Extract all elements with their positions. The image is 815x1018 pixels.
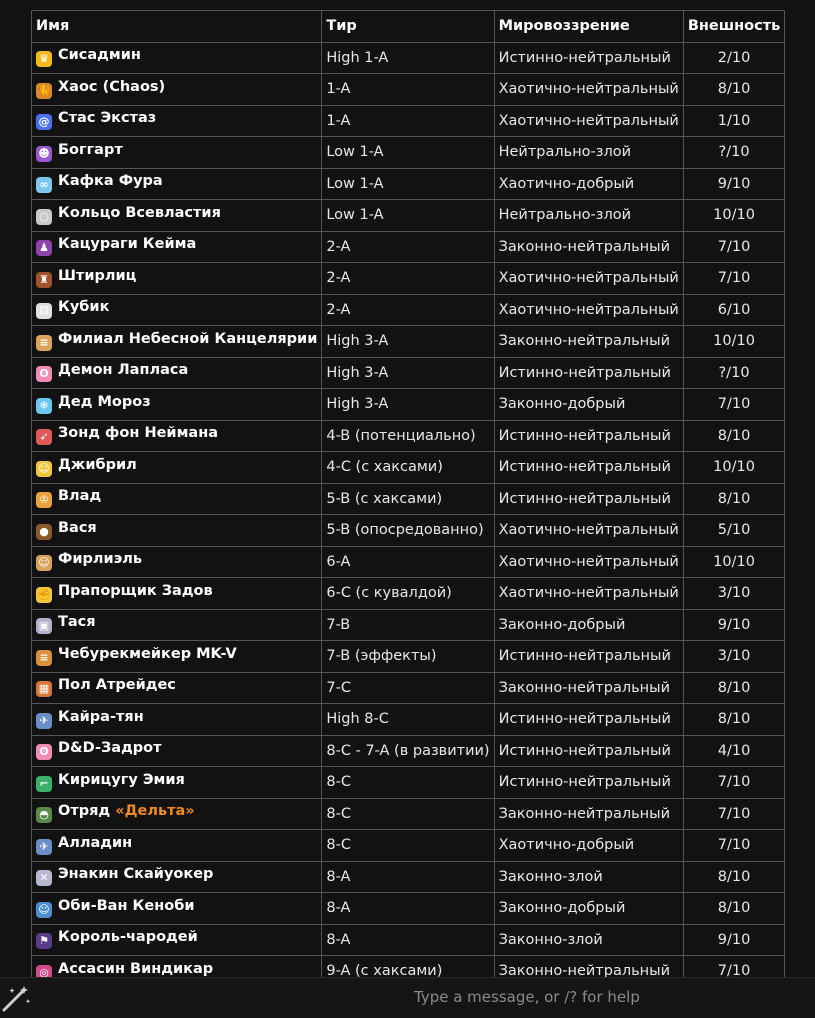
cell-name (32, 200, 322, 232)
office-worker-icon: ☺ (36, 555, 52, 571)
demon-icon: ☻ (36, 146, 52, 162)
cell-tier: 8-A (322, 861, 494, 893)
cell-look: 5/10 (683, 515, 784, 547)
ring-icon: ○ (36, 209, 52, 225)
cell-tier: 7-B (эффекты) (322, 641, 494, 673)
cell-look: 1/10 (683, 105, 784, 137)
cell-look: 7/10 (683, 830, 784, 862)
table-row (32, 641, 785, 673)
cell-tier: Low 1-A (322, 168, 494, 200)
character-name-highlight: «Дельта» (115, 803, 195, 820)
cell-name (32, 326, 322, 358)
table-row (32, 326, 785, 358)
cell-look: 4/10 (683, 735, 784, 767)
cell-alignment: Хаотично-нейтральный (494, 515, 683, 547)
characters-table (31, 10, 785, 977)
cell-name (32, 452, 322, 484)
cell-tier: High 3-A (322, 326, 494, 358)
cell-name (32, 105, 322, 137)
cell-alignment: Хаотично-нейтральный (494, 74, 683, 106)
cell-tier: 8-C - 7-A (в развитии) (322, 735, 494, 767)
cell-tier: High 3-A (322, 357, 494, 389)
pistol-icon: ⌐ (36, 776, 52, 792)
cell-name (32, 294, 322, 326)
dice-icon: ⚄ (36, 303, 52, 319)
cell-tier: 8-A (322, 893, 494, 925)
table-row (32, 74, 785, 106)
cell-alignment: Нейтрально-злой (494, 137, 683, 169)
cell-alignment: Законно-злой (494, 861, 683, 893)
table-row (32, 672, 785, 704)
character-name: Кафка Фура (58, 173, 163, 190)
table-row (32, 42, 785, 74)
character-name: Штирлиц (58, 267, 137, 284)
brain-icon: ʘ (36, 744, 52, 760)
cell-name (32, 956, 322, 978)
character-name: Кирицугу Эмия (58, 771, 185, 788)
character-name: Влад (58, 488, 102, 505)
table-row (32, 735, 785, 767)
cell-alignment: Законно-добрый (494, 389, 683, 421)
cell-tier: 9-A (с хаксами) (322, 956, 494, 978)
cell-name (32, 735, 322, 767)
cell-name (32, 641, 322, 673)
cell-alignment: Хаотично-нейтральный (494, 105, 683, 137)
character-name: Зонд фон Неймана (58, 425, 219, 442)
cell-tier: Low 1-A (322, 137, 494, 169)
crossed-swords-icon: ✕ (36, 870, 52, 886)
cell-tier: 8-C (322, 767, 494, 799)
cell-name (32, 420, 322, 452)
cell-tier: 1-A (322, 105, 494, 137)
cell-look: 8/10 (683, 704, 784, 736)
cell-name (32, 767, 322, 799)
cell-tier: 2-A (322, 263, 494, 295)
cell-tier: 7-B (322, 609, 494, 641)
cell-alignment: Законно-нейтральный (494, 798, 683, 830)
cell-look: 7/10 (683, 263, 784, 295)
cell-name (32, 263, 322, 295)
character-name: Энакин Скайуокер (58, 866, 214, 883)
table-row (32, 231, 785, 263)
table-row (32, 956, 785, 978)
table-row (32, 830, 785, 862)
header-name: Имя (32, 11, 322, 43)
glasses-icon: ∞ (36, 177, 52, 193)
table-row (32, 452, 785, 484)
cell-alignment: Законно-злой (494, 924, 683, 956)
cell-name (32, 137, 322, 169)
cell-tier: High 3-A (322, 389, 494, 421)
cell-tier: 1-A (322, 74, 494, 106)
cell-name (32, 798, 322, 830)
cell-name (32, 42, 322, 74)
cell-alignment: Хаотично-нейтральный (494, 294, 683, 326)
cell-tier: 8-A (322, 924, 494, 956)
cell-look: 8/10 (683, 74, 784, 106)
table-header-row (32, 11, 785, 43)
cell-alignment: Законно-нейтральный (494, 231, 683, 263)
mage-icon: ☺ (36, 902, 52, 918)
cell-name (32, 357, 322, 389)
table-row (32, 861, 785, 893)
cell-look: 2/10 (683, 42, 784, 74)
cell-name (32, 924, 322, 956)
cell-name (32, 515, 322, 547)
table-row (32, 546, 785, 578)
cell-name (32, 704, 322, 736)
cell-look: 10/10 (683, 546, 784, 578)
cell-tier: 7-C (322, 672, 494, 704)
character-name: Чебурекмейкер MK-V (58, 645, 237, 662)
character-name: Отряд (58, 803, 111, 820)
character-name: Кайра-тян (58, 708, 144, 725)
cell-tier: 5-B (опосредованно) (322, 515, 494, 547)
table-row (32, 263, 785, 295)
cell-tier: High 8-C (322, 704, 494, 736)
cell-alignment: Законно-добрый (494, 609, 683, 641)
cell-tier: 8-C (322, 798, 494, 830)
cell-tier: 2-A (322, 231, 494, 263)
character-name: Оби-Ван Кеноби (58, 897, 195, 914)
cell-alignment: Хаотично-добрый (494, 168, 683, 200)
cell-name (32, 609, 322, 641)
cell-alignment: Истинно-нейтральный (494, 704, 683, 736)
cell-look: 9/10 (683, 168, 784, 200)
header-alignment: Мировоззрение (494, 11, 683, 43)
cell-alignment: Законно-добрый (494, 893, 683, 925)
table-row (32, 609, 785, 641)
table-row (32, 704, 785, 736)
cell-look: 8/10 (683, 893, 784, 925)
character-name: Демон Лапласа (58, 362, 189, 379)
cell-alignment: Нейтрально-злой (494, 200, 683, 232)
poop-icon: ● (36, 524, 52, 540)
header-tier: Тир (322, 11, 494, 43)
character-name: Боггарт (58, 141, 123, 158)
table-row (32, 767, 785, 799)
cell-tier: 5-B (с хаксами) (322, 483, 494, 515)
helmet-icon: ◓ (36, 807, 52, 823)
cell-look: 7/10 (683, 956, 784, 978)
cell-name (32, 578, 322, 610)
cell-alignment: Истинно-нейтральный (494, 357, 683, 389)
cell-tier: Low 1-A (322, 200, 494, 232)
detective-icon: ♜ (36, 272, 52, 288)
cell-tier: High 1-A (322, 42, 494, 74)
table-row (32, 893, 785, 925)
cell-look: 7/10 (683, 231, 784, 263)
character-name: Сисадмин (58, 47, 141, 64)
character-name: Алладин (58, 834, 133, 851)
header-look: Внешность (683, 11, 784, 43)
character-name: Прапорщик Задов (58, 582, 213, 599)
cell-name (32, 546, 322, 578)
cell-look: 3/10 (683, 578, 784, 610)
cell-look: 6/10 (683, 294, 784, 326)
bus-icon: ▣ (36, 618, 52, 634)
table-row (32, 798, 785, 830)
person-icon: ♟ (36, 240, 52, 256)
cell-alignment: Хаотично-нейтральный (494, 546, 683, 578)
character-name: Кубик (58, 299, 110, 316)
character-name: D&D-Задрот (58, 740, 162, 757)
table-row (32, 168, 785, 200)
cell-alignment: Хаотично-нейтральный (494, 263, 683, 295)
table-row (32, 357, 785, 389)
cell-look: 9/10 (683, 609, 784, 641)
character-name: Фирлиэль (58, 551, 143, 568)
character-name: Кацураги Кейма (58, 236, 197, 253)
cell-alignment: Истинно-нейтральный (494, 483, 683, 515)
cell-look: ?/10 (683, 357, 784, 389)
flag-icon: ⚑ (36, 933, 52, 949)
spiral-icon: @ (36, 114, 52, 130)
cell-look: 3/10 (683, 641, 784, 673)
table-row (32, 200, 785, 232)
character-name: Тася (58, 614, 96, 631)
cell-look: 7/10 (683, 389, 784, 421)
cell-alignment: Хаотично-добрый (494, 830, 683, 862)
cell-alignment: Законно-нейтральный (494, 672, 683, 704)
cell-look: 8/10 (683, 861, 784, 893)
cell-alignment: Истинно-нейтральный (494, 735, 683, 767)
cell-name (32, 231, 322, 263)
cell-name (32, 168, 322, 200)
cell-name (32, 483, 322, 515)
character-name: Джибрил (58, 456, 137, 473)
snowflake-icon: ❄ (36, 398, 52, 414)
character-name: Филиал Небесной Канцелярии (58, 330, 318, 347)
character-name: Ассасин Виндикар (58, 960, 214, 977)
character-name: Пол Атрейдес (58, 677, 176, 694)
cell-look: 10/10 (683, 452, 784, 484)
cell-look: 8/10 (683, 483, 784, 515)
message-input[interactable]: Type a message, or /? for help (414, 988, 640, 1006)
cell-look: 9/10 (683, 924, 784, 956)
cell-tier: 2-A (322, 294, 494, 326)
table-row (32, 389, 785, 421)
prince-icon: ♔ (36, 492, 52, 508)
burger-icon: ≡ (36, 650, 52, 666)
cell-look: ?/10 (683, 137, 784, 169)
cell-tier: 4-B (потенциально) (322, 420, 494, 452)
cell-name (32, 672, 322, 704)
cell-look: 8/10 (683, 672, 784, 704)
character-name: Дед Мороз (58, 393, 151, 410)
cell-alignment: Истинно-нейтральный (494, 641, 683, 673)
cell-look: 7/10 (683, 798, 784, 830)
cell-tier: 8-C (322, 830, 494, 862)
table-row (32, 515, 785, 547)
character-name: Стас Экстаз (58, 110, 157, 127)
cell-look: 10/10 (683, 326, 784, 358)
brain-icon: ʘ (36, 366, 52, 382)
cell-tier: 4-C (с хаксами) (322, 452, 494, 484)
rocket-icon: ➶ (36, 429, 52, 445)
target-icon: ◎ (36, 965, 52, 977)
cell-name (32, 389, 322, 421)
cell-alignment: Законно-нейтральный (494, 326, 683, 358)
cell-tier: 6-C (с кувалдой) (322, 578, 494, 610)
cell-alignment: Хаотично-нейтральный (494, 578, 683, 610)
cat-icon: 🐈 (37, 83, 51, 97)
scroll-icon: ≡ (36, 335, 52, 351)
cell-tier: 6-A (322, 546, 494, 578)
cell-name (32, 861, 322, 893)
character-name: Вася (58, 519, 97, 536)
airplane-icon: ✈ (36, 839, 52, 855)
airplane-icon: ✈ (36, 713, 52, 729)
cell-alignment: Законно-нейтральный (494, 956, 683, 978)
table-row (32, 420, 785, 452)
mosaic-icon: ▦ (36, 681, 52, 697)
table-row (32, 294, 785, 326)
cell-look: 10/10 (683, 200, 784, 232)
magic-wand-icon[interactable] (0, 984, 34, 1014)
cell-name (32, 74, 322, 106)
table-row (32, 924, 785, 956)
cell-alignment: Истинно-нейтральный (494, 42, 683, 74)
person-blond-icon: ☺ (36, 461, 52, 477)
cell-alignment: Истинно-нейтральный (494, 452, 683, 484)
cell-alignment: Истинно-нейтральный (494, 767, 683, 799)
flexed-biceps-icon: ✊ (37, 587, 51, 601)
table-row (32, 137, 785, 169)
character-name: Король-чародей (58, 929, 198, 946)
table-row (32, 578, 785, 610)
cell-name (32, 830, 322, 862)
cell-look: 8/10 (683, 420, 784, 452)
message-composer (0, 977, 815, 1017)
table-row (32, 105, 785, 137)
character-name: Хаос (Chaos) (58, 78, 166, 95)
character-name: Кольцо Всевластия (58, 204, 221, 221)
cell-name (32, 893, 322, 925)
cell-look: 7/10 (683, 767, 784, 799)
crown-icon: ♛ (36, 51, 52, 67)
cell-alignment: Истинно-нейтральный (494, 420, 683, 452)
table-row (32, 483, 785, 515)
